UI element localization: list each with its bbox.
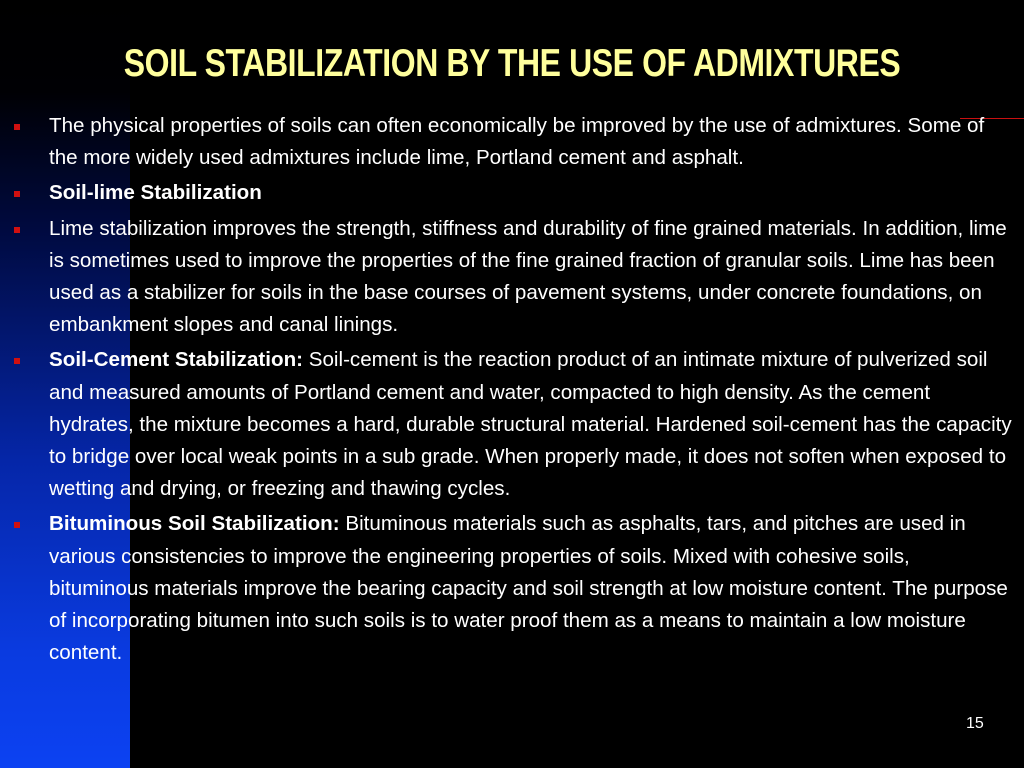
bullet-text: Lime stabilization improves the strength, stiffness and durability of fine grained materials. In addition, lime is sometimes used to improve the properties of the fine grained fraction of granular soils. Lime has been used as a stabilizer for soils in the base courses of pavement systems, under concrete foundations, on embankment slopes and canal linings. [49,216,1007,337]
bullet-heading: Soil-lime Stabilization [49,181,262,205]
square-bullet-icon [14,227,20,233]
bullet-text: The physical properties of soils can often economically be improved by the use of admixtures. Some of the more widely used admixtures include lime, Portland cement and asphalt. [49,114,985,170]
bullet-heading: Soil-Cement Stabilization: [49,348,304,372]
bullet-list [12,110,1012,672]
bullet-item-bituminous [12,508,1012,669]
page-number: 15 [966,715,984,732]
bullet-heading: Bituminous Soil Stabilization: [49,512,340,536]
bullet-text: Bituminous materials such as asphalts, tars, and pitches are used in various consistencies to improve the engineering properties of soils. Mixed with cohesive soils, bituminous materials improve the bearing capacity and soil strength at low moisture content. The purpose of incorporating bitumen into such soils is to water proof them as a means to maintain a low moisture content. [49,512,1008,665]
bullet-item-soil-cement [12,344,1012,505]
bullet-text: Soil-cement is the reaction product of an intimate mixture of pulverized soil and measured amounts of Portland cement and water, compacted to high density. As the cement hydrates, the mixture becomes a hard, durable structural material. Hardened soil-cement has the capacity to bridge over local weak points in a sub grade. When properly made, it does not soften when exposed to wetting and drying, or freezing and thawing cycles. [49,348,1012,501]
bullet-item-admixtures [12,110,1012,174]
square-bullet-icon [14,522,20,528]
bullet-item-lime-stabilization [12,213,1012,342]
square-bullet-icon [14,124,20,130]
slide-title: SOIL STABILIZATION BY THE USE OF ADMIXTURES [123,42,901,85]
square-bullet-icon [14,358,20,364]
square-bullet-icon [14,191,20,197]
bullet-item-soil-lime-heading [12,177,1012,209]
